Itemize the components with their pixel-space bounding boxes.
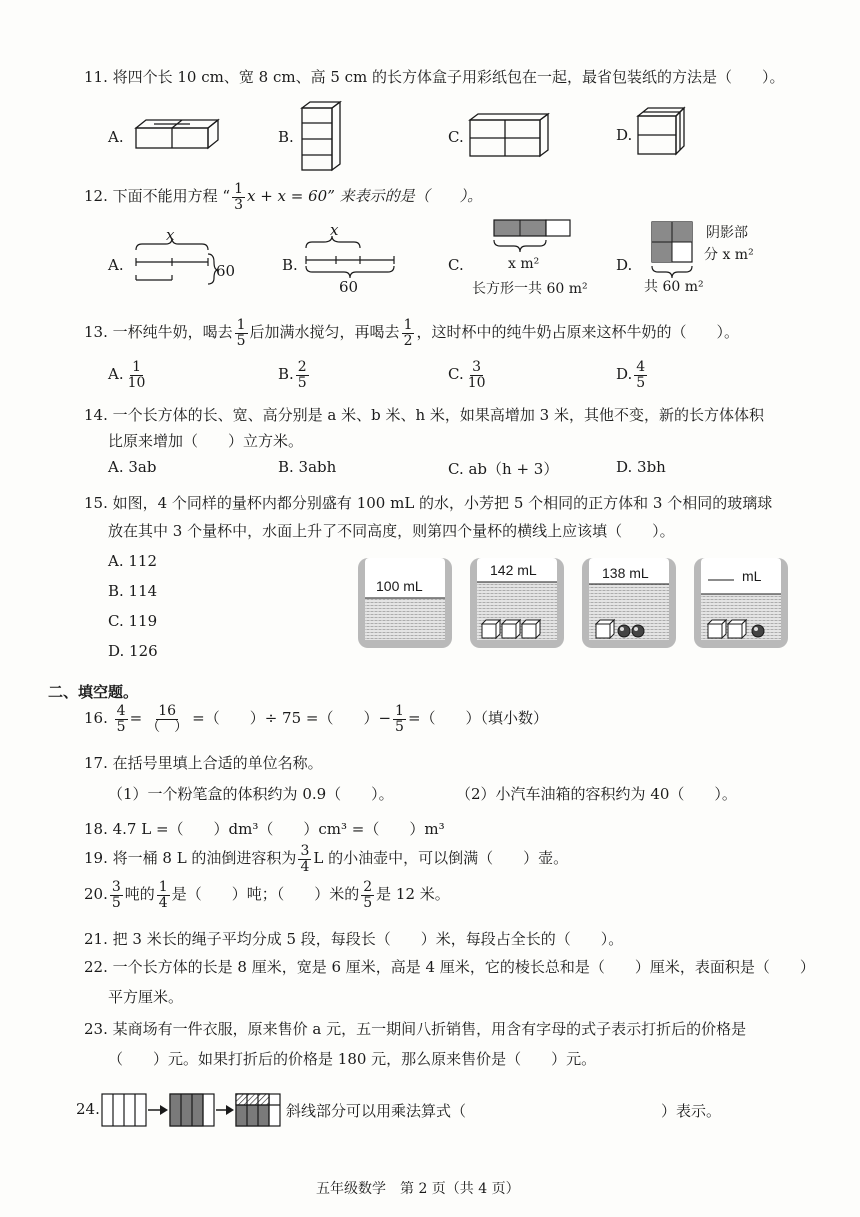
q12-option-b[interactable]: B. — [282, 256, 298, 274]
q11-figure-d — [636, 106, 688, 156]
q16-f-n: 4 — [116, 703, 126, 719]
q24-figure — [100, 1090, 292, 1130]
q13-frac1-d: 5 — [236, 332, 246, 349]
q23-line1: 23. 某商场有一件衣服，原来售价 a 元，五一期间八折销售，用含有字母的式子表示打折后的价格是 — [84, 1020, 747, 1038]
q12-fraction — [232, 182, 245, 212]
q12-option-c[interactable]: C. — [448, 256, 464, 274]
q12-d-note2: 分 x m² — [704, 247, 754, 263]
q13-c-n: 3 — [472, 359, 482, 375]
q14-line1: 14. 一个长方体的长、宽、高分别是 a 米、b 米、h 米，如果高增加 3 米，其他不变，新的长方体体积 — [84, 406, 764, 424]
q13-b-label: B. — [278, 365, 294, 384]
q13-c-d: 10 — [467, 374, 486, 391]
q20-f3-d: 5 — [363, 894, 373, 911]
q21-text: 21. 把 3 米长的绳子平均分成 5 段，每段长（ ）米，每段占全长的（ ）。 — [84, 930, 624, 948]
q11-figure-b — [300, 100, 342, 172]
section-2-title: 二、填空题。 — [48, 683, 139, 701]
q12-text — [84, 182, 482, 212]
q12-figure-d — [650, 220, 700, 282]
cup-1 — [358, 558, 452, 648]
q13-b-n: 2 — [297, 359, 307, 375]
q16-rest2: =（ ）（填小数） — [407, 709, 549, 728]
q13-a-d: 10 — [127, 374, 146, 391]
q14-line2: 比原来增加（ ）立方米。 — [108, 432, 304, 450]
q20-num: 20. — [84, 885, 108, 904]
q20-p2: 是（ ）吨；（ ）米的 — [171, 885, 360, 904]
q12-b-x: x — [330, 221, 339, 239]
q14-option-a[interactable]: A. 3ab — [108, 458, 157, 476]
q20-f2-d: 4 — [158, 894, 168, 911]
q13-option-d[interactable] — [616, 360, 649, 390]
q12-frac-d: 3 — [234, 196, 243, 213]
q11-option-b[interactable]: B. — [278, 128, 294, 146]
q15-line1: 15. 如图，4 个同样的量杯内都分别盛有 100 mL 的水，小芳把 5 个相同的正方体和 3 个相同的玻璃球 — [84, 494, 773, 512]
q15-measuring-cups — [356, 556, 788, 652]
q24-num: 24. — [76, 1100, 100, 1118]
q12-b-total: 60 — [339, 278, 359, 296]
q15-option-c[interactable]: C. 119 — [108, 612, 158, 630]
q16-num: 16. — [84, 709, 108, 728]
q13-p1: 13. 一杯纯牛奶，喝去 — [84, 323, 233, 342]
q13-d-d: 5 — [636, 374, 646, 391]
q14-option-d[interactable]: D. 3bh — [616, 458, 666, 476]
cup-3-label: 138 mL — [602, 565, 649, 581]
q13-frac2 — [402, 318, 415, 348]
q19-f-n: 3 — [300, 843, 310, 859]
q16-eq1-n: 16 — [158, 703, 177, 719]
q11-option-d[interactable]: D. — [616, 126, 633, 144]
q12-a-total: 60 — [216, 262, 236, 280]
q16-rest1: =（ ）÷ 75 =（ ）− — [192, 709, 392, 728]
q12-c-caption: 长方形一共 60 m² — [472, 281, 588, 297]
q20-text — [84, 880, 450, 910]
q20-p1: 吨的 — [124, 885, 155, 904]
q16-f-d: 5 — [116, 718, 126, 735]
q13-d-n: 4 — [636, 359, 646, 375]
q20-f2-n: 1 — [158, 879, 168, 895]
q19-f-d: 4 — [300, 858, 310, 875]
q11-figure-c — [468, 112, 552, 158]
q20-f1-n: 3 — [111, 879, 121, 895]
q15-option-a[interactable]: A. 112 — [108, 552, 157, 570]
q16-f2-d: 5 — [395, 718, 404, 735]
q11-option-a[interactable]: A. — [108, 128, 124, 146]
q17-line2a: （1）一个粉笔盒的体积约为 0.9（ ）。 — [108, 785, 394, 803]
q13-option-c[interactable] — [448, 360, 490, 390]
q13-frac1-n: 1 — [236, 317, 246, 333]
page-footer: 五年级数学 第 2 页（共 4 页） — [316, 1181, 520, 1197]
q16-text: 16. $\frac{4}{5}$ = $\frac{16}{( )}$ =（ ）÷ 75 =（ ）− $\frac{1}{5}$ =（ ）（填小数） — [84, 703, 549, 735]
q19-p2: L 的小油壶中，可以倒满（ ）壶。 — [313, 849, 569, 868]
q12-option-a[interactable]: A. — [108, 256, 124, 274]
q13-b-d: 5 — [297, 374, 307, 391]
q13-p2: 后加满水搅匀，再喝去 — [249, 323, 400, 342]
q12-d-caption: 共 60 m² — [644, 279, 704, 295]
q12-a-x: x — [166, 226, 175, 244]
q13-option-a[interactable] — [108, 360, 149, 390]
q12-prefix: 12. 下面不能用方程 “ — [84, 187, 231, 206]
q11-figure-a — [134, 118, 224, 152]
q19-p1: 19. 将一桶 8 L 的油倒进容积为 — [84, 849, 297, 868]
q12-d-note1: 阴影部 — [706, 225, 748, 241]
q14-option-c[interactable]: C. ab（h + 3） — [448, 460, 559, 478]
q14-option-b[interactable]: B. 3abh — [278, 458, 337, 476]
q15-option-d[interactable]: D. 126 — [108, 642, 158, 660]
cup-1-label: 100 mL — [376, 578, 423, 594]
q12-figure-c — [492, 218, 572, 254]
q13-frac1 — [235, 318, 248, 348]
q12-option-d[interactable]: D. — [616, 256, 633, 274]
q12-c-x: x m² — [508, 256, 540, 272]
q13-a-label: A. — [108, 365, 124, 384]
q11-option-c[interactable]: C. — [448, 128, 464, 146]
q13-frac2-n: 1 — [403, 317, 413, 333]
q20-f1-d: 5 — [111, 894, 121, 911]
q12-frac-n: 1 — [234, 181, 243, 197]
q13-option-b[interactable] — [278, 360, 311, 390]
q13-c-label: C. — [448, 365, 464, 384]
q18-text: 18. 4.7 L =（ ）dm³（ ）cm³ =（ ）m³ — [84, 820, 445, 838]
q17-line2b: （2）小汽车油箱的容积约为 40（ ）。 — [456, 785, 737, 803]
q16-eq1-d: （ ） — [146, 718, 189, 735]
cup-2-label: 142 mL — [490, 562, 537, 578]
q13-a-n: 1 — [132, 359, 141, 375]
q13-text — [84, 318, 739, 348]
cup-4 — [694, 558, 788, 648]
q22-line2: 平方厘米。 — [108, 988, 184, 1006]
q23-line2: （ ）元。如果打折后的价格是 180 元，那么原来售价是（ ）元。 — [108, 1050, 597, 1068]
q15-option-b[interactable]: B. 114 — [108, 582, 158, 600]
q24-text: 斜线部分可以用乘法算式（ ）表示。 — [286, 1102, 722, 1120]
cup-4-label: mL — [742, 568, 762, 584]
q12-suffix: x + x = 60” 来表示的是（ ）。 — [246, 187, 483, 206]
q16-f2-n: 1 — [395, 703, 404, 719]
q13-frac2-d: 2 — [403, 332, 413, 349]
q11-text: 11. 将四个长 10 cm、宽 8 cm、高 5 cm 的长方体盒子用彩纸包在一起，最省包装纸的方法是（ ）。 — [84, 68, 785, 86]
q17-line1: 17. 在括号里填上合适的单位名称。 — [84, 754, 323, 772]
q20-f3-n: 2 — [363, 879, 373, 895]
q15-line2: 放在其中 3 个量杯中，水面上升了不同高度，则第四个量杯的横线上应该填（ ）。 — [108, 522, 675, 540]
q20-p3: 是 12 米。 — [376, 885, 450, 904]
q19-text — [84, 844, 568, 874]
q22-line1: 22. 一个长方体的长是 8 厘米，宽是 6 厘米，高是 4 厘米，它的棱长总和是（ ）厘米，表面积是（ ） — [84, 958, 815, 976]
q13-d-label: D. — [616, 365, 633, 384]
q13-p3: ，这时杯中的纯牛奶占原来这杯牛奶的（ ）。 — [416, 323, 739, 342]
